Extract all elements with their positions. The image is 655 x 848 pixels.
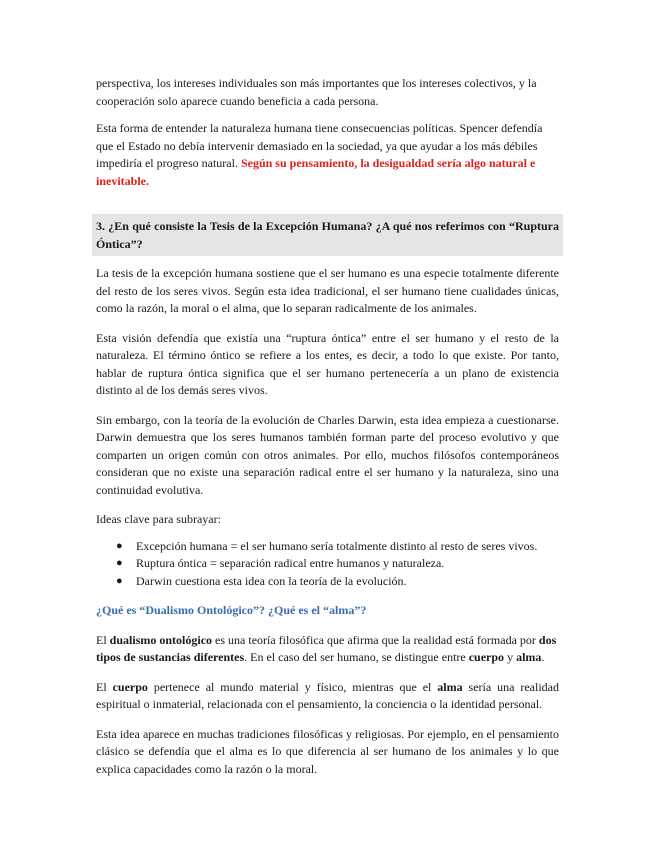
highlighted-red-sentence: Según su pensamiento, la desigualdad sería algo natural e inevitable.: [96, 156, 536, 188]
bold-term: cuerpo: [112, 679, 148, 694]
question-3-paragraph-3: Sin embargo, con la teoría de la evolución de Charles Darwin, esta idea empieza a cuestionarse. Darwin demuestra que los seres humanos también forman parte del proceso evolutivo y que comparten un origen común con otros animales. Por ello, muchos filósofos contemporáneos consideran que no existe una separación radical entre el ser humano y la naturaleza, sino una continuidad evolutiva.: [96, 412, 559, 497]
list-item-text: Darwin cuestiona esta idea con la teoría de la evolución.: [136, 573, 407, 588]
list-item-text: Ruptura óntica = separación radical entre humanos y naturaleza.: [136, 556, 445, 570]
bold-term: dos tipos de sustancias diferentes: [96, 632, 557, 664]
bold-term: alma: [437, 679, 463, 694]
intro-paragraph-1: perspectiva, los intereses individuales son más importantes que los intereses colectivos, y la cooperación solo aparece cuando beneficia a cada persona.: [96, 76, 537, 108]
dualism-paragraph-2: El cuerpo pertenece al mundo material y físico, mientras que el alma sería una realidad espiritual o inmaterial, relacionada con el pensamiento, la conciencia o la identidad personal.: [96, 679, 559, 711]
list-item: [116, 573, 559, 591]
question-3-paragraph-1: La tesis de la excepción humana sostiene que el ser humano es una especie totalmente diferente del resto de los seres vivos. Según esta idea tradicional, el ser humano tiene cualidades únicas, como la razón, la moral o el alma, que lo separan radicalmente de los animales.: [96, 266, 559, 315]
ideas-list: [96, 538, 559, 591]
list-item-text: Excepción humana = el ser humano sería totalmente distinto al resto de seres vivos.: [136, 538, 538, 553]
question-3-paragraph-2: Esta visión defendía que existía una “ruptura óntica” entre el ser humano y el resto de la naturaleza. El término óntico se refiere a los entes, es decir, a todo lo que existe. Por tanto, hablar de ruptura óntica significa que el ser humano pertenecería a un plano de existencia distinto al de los demás seres vivos.: [96, 330, 559, 397]
intro-paragraph-2: [96, 120, 559, 190]
dualism-paragraph-1: El dualismo ontológico es una teoría filosófica que afirma que la realidad está formada por dos tipos de sustancias diferentes. En el caso del ser humano, se distingue entre cuerpo y alma.: [96, 632, 557, 664]
bullet-icon: ●: [116, 539, 123, 552]
question-3-heading: 3. ¿En qué consiste la Tesis de la Excepción Humana? ¿A qué nos referimos con “Ruptura Óntica”?: [92, 214, 563, 256]
ideas-label: Ideas clave para subrayar:: [96, 512, 221, 526]
dualism-paragraph-3: Esta idea aparece en muchas tradiciones filosóficas y religiosas. Por ejemplo, en el pensamiento clásico se defendía que el alma es lo que diferencia al ser humano de los animales y lo que explica capacidades como la razón o la moral.: [96, 726, 559, 776]
bullet-icon: ●: [116, 574, 123, 587]
bold-term: alma: [516, 650, 542, 664]
bold-term: cuerpo: [468, 650, 505, 664]
bold-term: dualismo ontológico: [109, 632, 213, 647]
dualism-heading: ¿Qué es “Dualismo Ontológico”? ¿Qué es el “alma”?: [96, 603, 367, 617]
bullet-icon: ●: [116, 557, 123, 569]
list-item: [116, 538, 559, 556]
intro-paragraph-2-text: Esta forma de entender la naturaleza humana tiene consecuencias políticas. Spencer defendía que el Estado no debía intervenir demasiado en la sociedad, ya que ayudar a los más débiles impediría el progreso natural.: [96, 121, 543, 170]
list-item: [116, 555, 559, 573]
